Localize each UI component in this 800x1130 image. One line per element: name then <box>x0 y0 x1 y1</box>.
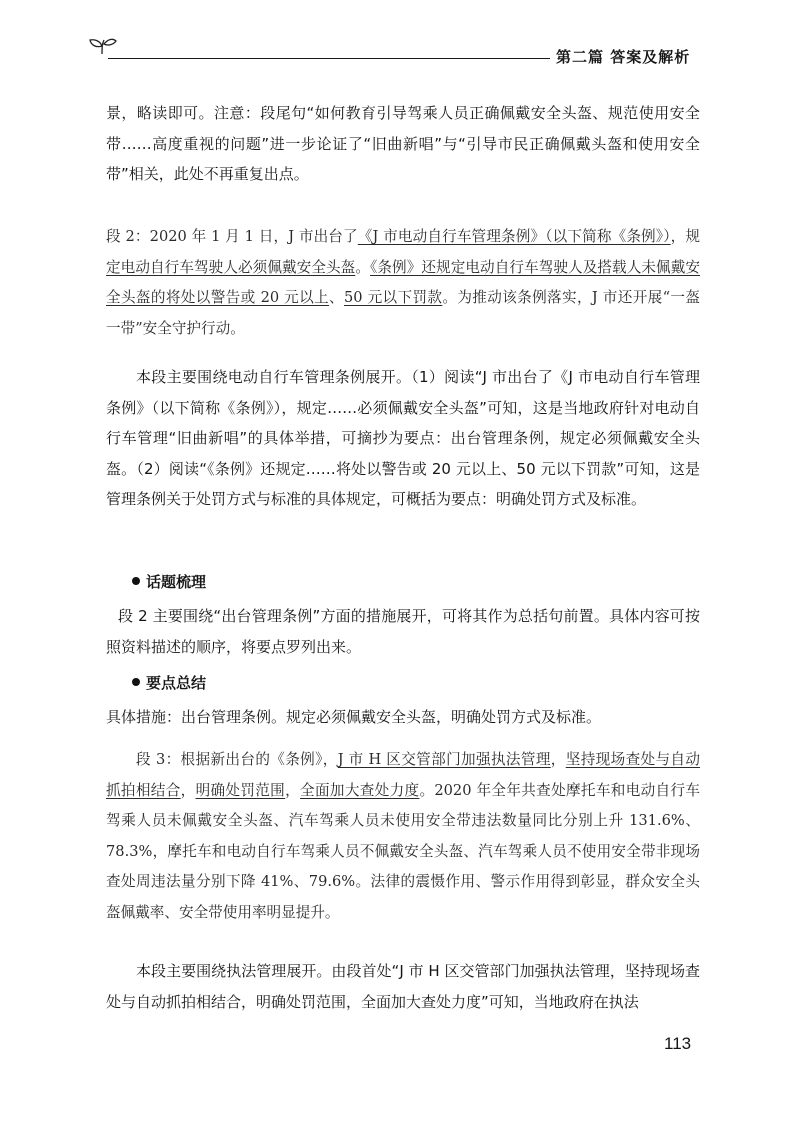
source-text: 、 <box>329 289 344 306</box>
bullet-dot-icon <box>132 577 140 585</box>
bullet-label: 要点总结 <box>146 674 207 692</box>
source-text: ， <box>180 781 196 799</box>
underlined-phrase: 定电动自行车驾驶人必须佩戴安全头盔 <box>106 258 356 276</box>
source-text: 段 2：2020 年 1 月 1 日，J 市出台了 <box>106 228 358 245</box>
page-number: 113 <box>664 1034 692 1053</box>
underlined-phrase: 50 元以下罚款 <box>344 289 443 306</box>
paragraph-summary: 具体措施：出台管理条例。规定必须佩戴安全头盔，明确处罚方式及标准。 <box>106 708 602 726</box>
source-paragraph-2 <box>106 222 700 344</box>
paragraph-analysis-intro: 景，略读即可。注意：段尾句“如何教育引导驾乘人员正确佩戴安全头盔、规范使用安全带……高度重视的问题”进一步论证了“旧曲新唱”与“引导市民正确佩戴头盔和使用安全带”相关，此处不再重复出点。 <box>106 104 700 183</box>
source-text: 段 3：根据新出台的《条例》， <box>136 751 338 768</box>
source-text: ，规 <box>670 228 700 245</box>
sprout-icon <box>88 36 118 56</box>
header-rule <box>108 58 550 59</box>
source-text: 。 <box>355 258 371 276</box>
paragraph-analysis-3: 本段主要围绕执法管理展开。由段首处“J 市 H 区交管部门加强执法管理，坚持现场查处与自动抓拍相结合，明确处罚范围，全面加大查处力度”可知，当地政府在执法 <box>106 962 700 1011</box>
underlined-phrase: J 市 H 区交管部门加强执法管理 <box>337 751 551 768</box>
underlined-phrase: 明确处罚范围 <box>195 781 286 799</box>
source-text: 。为推动该条例落实，J 市还开展“一盔一带”安全守护行动。 <box>106 289 700 337</box>
underlined-phrase: 全面加大查处力度 <box>300 781 420 799</box>
source-text: ， <box>550 751 566 768</box>
page-header <box>0 0 800 70</box>
underlined-phrase: 《J 市电动自行车管理条例》（以下简称《条例》） <box>357 228 671 245</box>
source-text: ， <box>285 781 301 799</box>
bullet-label: 话题梳理 <box>146 573 207 591</box>
bullet-dot-icon <box>132 678 140 686</box>
paragraph-topic: 段 2 主要围绕“出台管理条例”方面的措施展开，可将其作为总括句前置。具体内容可按照资料描述的顺序，将要点罗列出来。 <box>106 607 700 656</box>
underlined-phrase: 《条例》还规定电动自行车驾驶人及搭载人未佩戴安全头盔的将处以警告或 20 元以上 <box>106 258 700 306</box>
bullet-summary <box>132 672 206 693</box>
source-paragraph-3 <box>106 745 700 928</box>
bullet-topic <box>132 571 206 592</box>
paragraph-analysis-2: 本段主要围绕电动自行车管理条例展开。（1）阅读“J 市出台了《J 市电动自行车管理条例》（以下简称《条例》），规定……必须佩戴安全头盔”可知，这是当地政府针对电动自行车管理“旧曲新唱”的具体举措，可摘抄为要点：出台管理条例，规定必须佩戴安全头盔。（2）阅读“《条例》还规定……将处以警告或 20 元以上、50 元以下罚款”可知，这是管理条例关于处罚方式与标准的具体规定，可概括为要点：明确处罚方式及标准。 <box>106 368 700 508</box>
section-title: 第二篇 答案及解析 <box>556 48 691 66</box>
underlined-phrase: 坚持现场查处与自动抓拍相结合 <box>106 751 700 799</box>
source-text: 。2020 年全年共查处摩托车和电动自行车驾乘人员未佩戴安全头盔、汽车驾乘人员未使用安全带违法数量同比分别上升 131.6%、78.3%，摩托车和电动自行车驾乘人员不佩戴安全头盔、汽车驾乘人员不使用安全带非现场查处周违法量分别下降 41%、79.6%。法律的震慑作用、警示作用得到彰显，群众安全头盔佩戴率、安全带使用率明显提升。 <box>106 781 700 921</box>
